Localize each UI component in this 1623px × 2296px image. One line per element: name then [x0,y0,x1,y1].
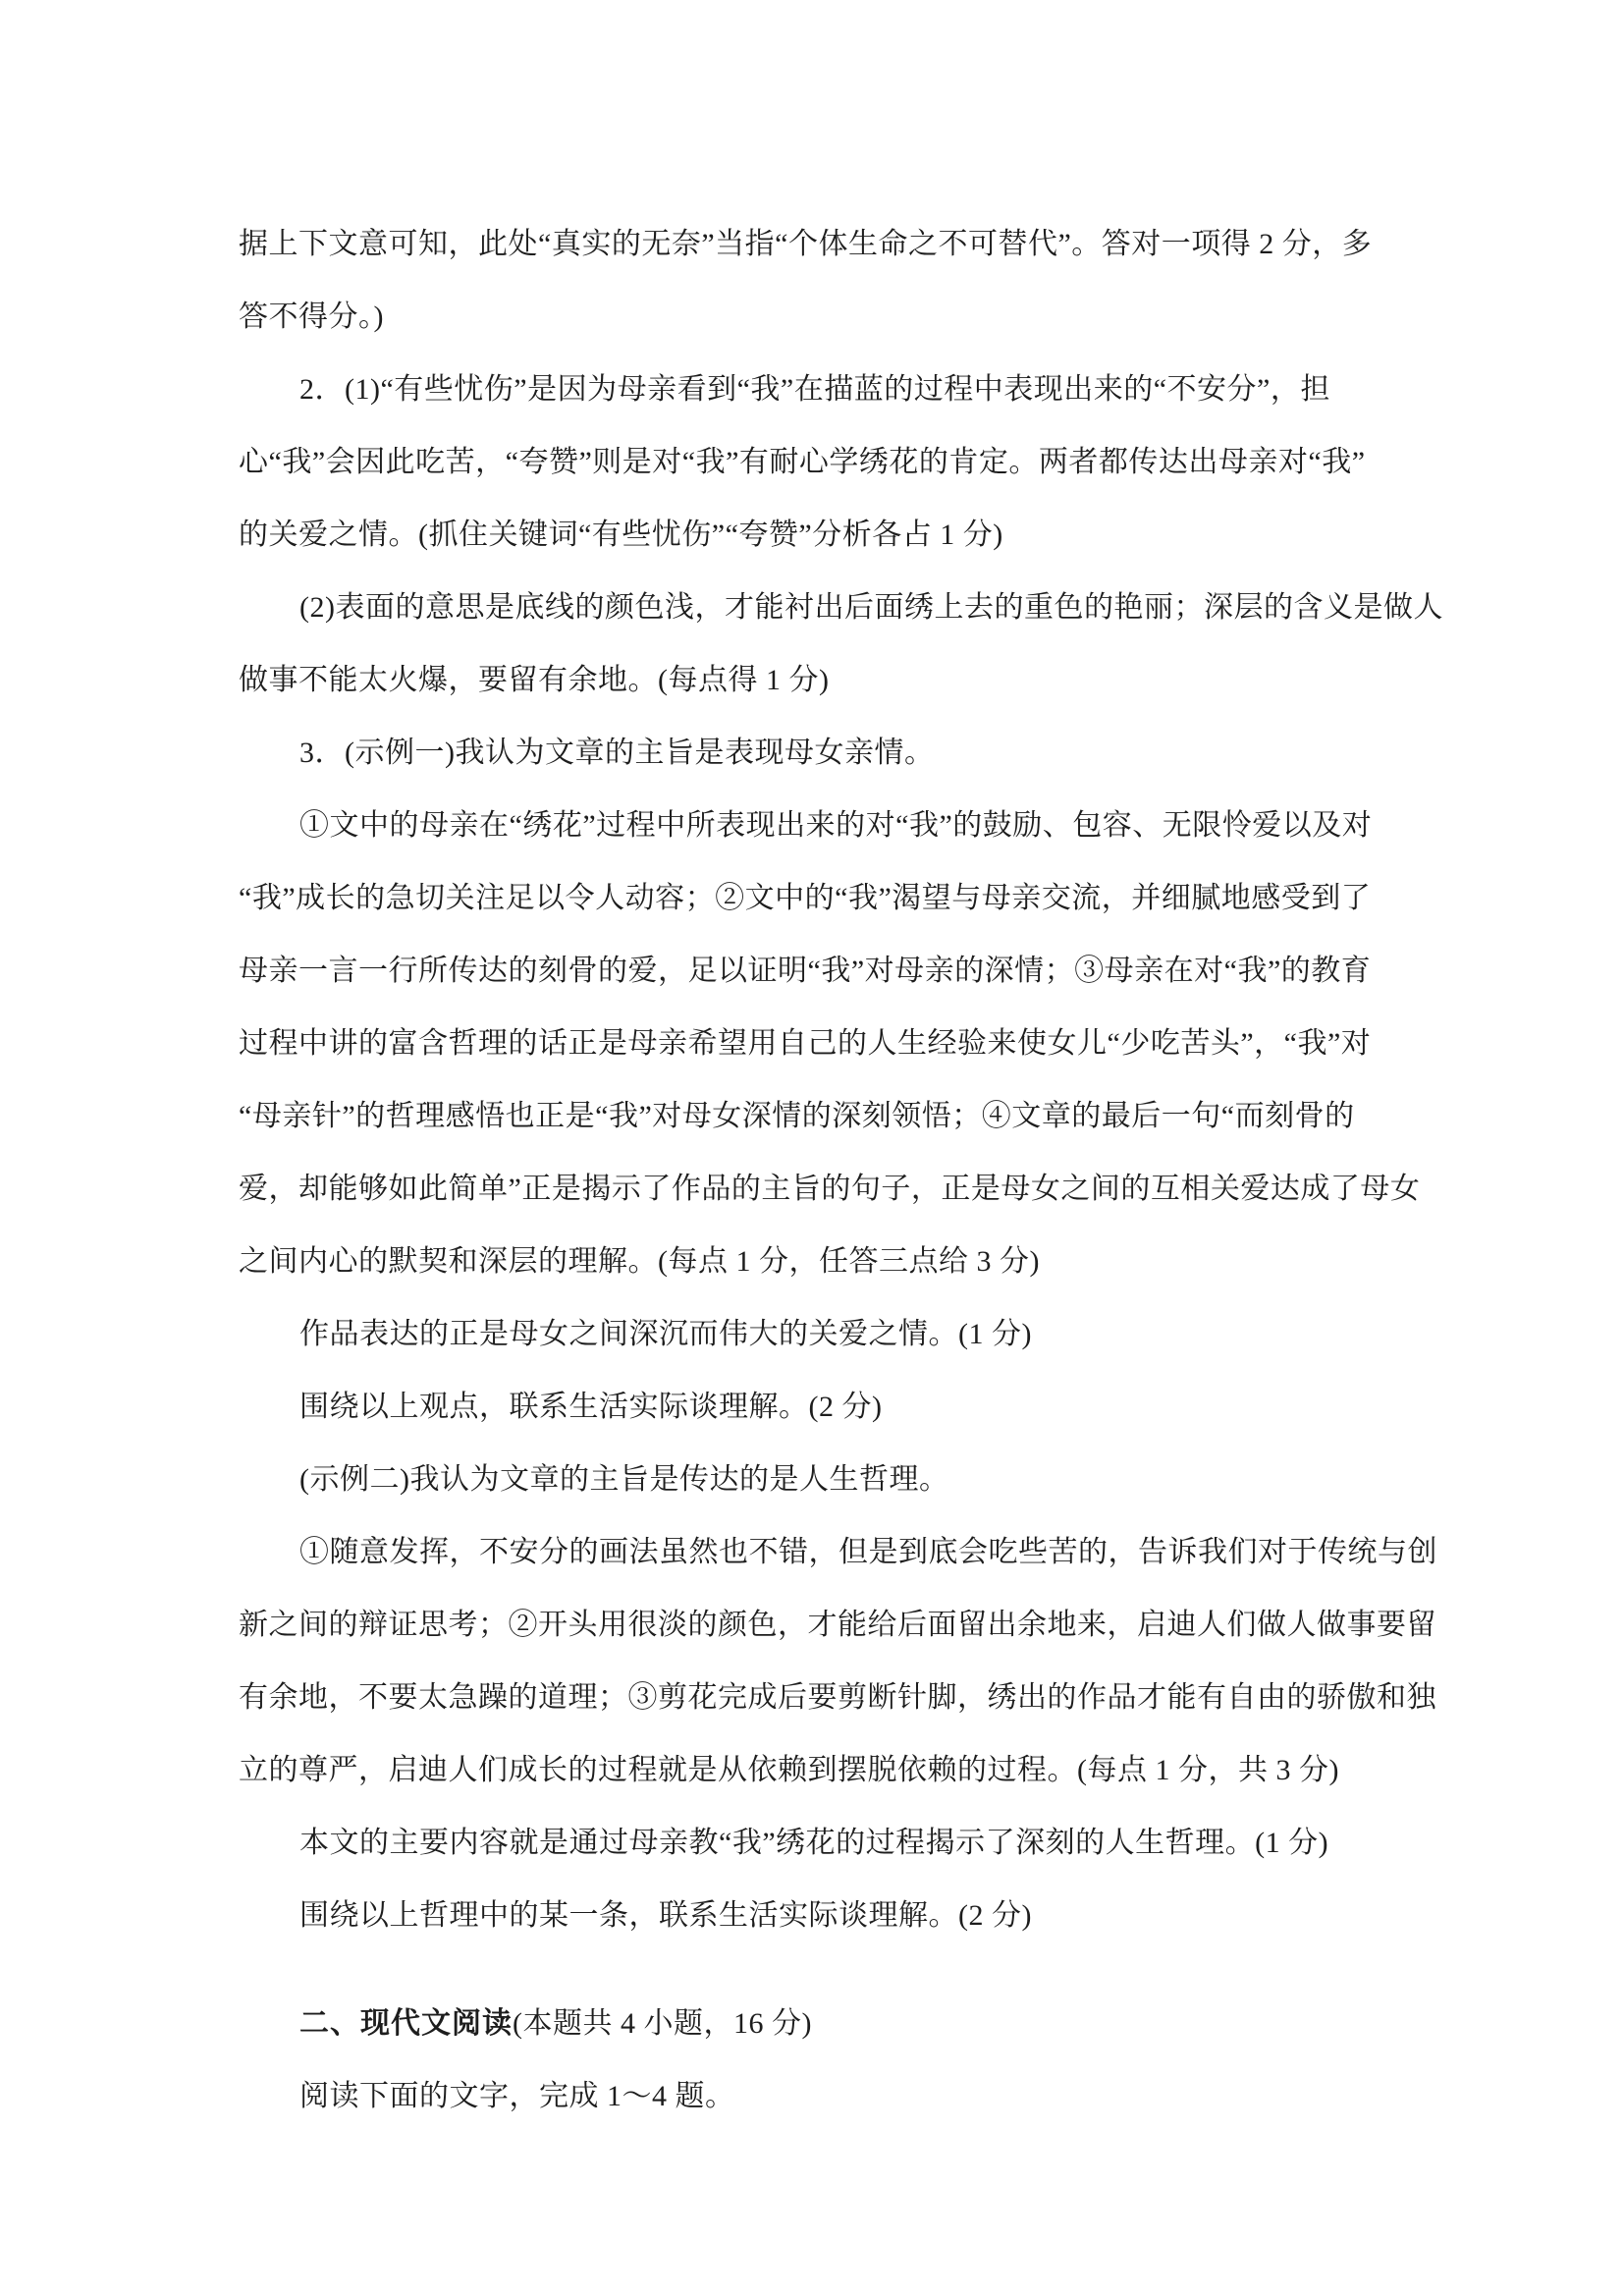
text-line: 本文的主要内容就是通过母亲教“我”绣花的过程揭示了深刻的人生哲理。(1 分) [299,1827,1329,1859]
reading-instruction: 阅读下面的文字，完成 1～4 题。 [299,2080,735,2112]
text-line: ①文中的母亲在“绣花”过程中所表现出来的对“我”的鼓励、包容、无限怜爱以及对 [299,809,1373,842]
text-line: ①随意发挥，不安分的画法虽然也不错，但是到底会吃些苦的，告诉我们对于传统与创 [299,1536,1437,1568]
text-line: 过程中讲的富含哲理的话正是母亲希望用自己的人生经验来使女儿“少吃苦头”，“我”对 [239,1027,1372,1060]
text-line: 做事不能太火爆，要留有余地。(每点得 1 分) [239,664,830,696]
text-line: 母亲一言一行所传达的刻骨的爱，足以证明“我”对母亲的深情；③母亲在对“我”的教育 [239,955,1372,987]
text-line: “我”成长的急切关注足以令人动容；②文中的“我”渴望与母亲交流，并细腻地感受到了 [239,882,1372,914]
text-line: 新之间的辩证思考；②开头用很淡的颜色，才能给后面留出余地来，启迪人们做人做事要留 [239,1609,1436,1641]
text-line: 答不得分。) [239,301,384,333]
text-line: 围绕以上观点，联系生活实际谈理解。(2 分) [299,1391,883,1423]
answer-2-2-start: (2)表面的意思是底线的颜色浅，才能衬出后面绣上去的重色的艳丽；深层的含义是做人 [299,591,1443,624]
section-heading-meta: (本题共 4 小题，16 分) [513,2007,812,2040]
text-line: 立的尊严，启迪人们成长的过程就是从依赖到摆脱依赖的过程。(每点 1 分，共 3 分) [239,1754,1339,1786]
text-line: 有余地，不要太急躁的道理；③剪花完成后要剪断针脚，绣出的作品才能有自由的骄傲和独 [239,1681,1436,1714]
answer-3-example1-start: 3．(示例一)我认为文章的主旨是表现母女亲情。 [299,737,935,769]
answer-2-1-start: 2．(1)“有些忧伤”是因为母亲看到“我”在描蓝的过程中表现出来的“不安分”，担 [299,373,1330,406]
page-text [239,208,1443,2133]
text-line: 围绕以上哲理中的某一条，联系生活实际谈理解。(2 分) [299,1899,1032,1932]
text-line: 的关爱之情。(抓住关键词“有些忧伤”“夸赞”分析各占 1 分) [239,519,1003,551]
section-heading-title: 二、现代文阅读 [299,2007,513,2040]
text-line: 据上下文意可知，此处“真实的无奈”当指“个体生命之不可替代”。答对一项得 2 分，多 [239,228,1373,260]
text-line: 作品表达的正是母女之间深沉而伟大的关爱之情。(1 分) [299,1318,1032,1350]
text-line: 心“我”会因此吃苦，“夸赞”则是对“我”有耐心学绣花的肯定。两者都传达出母亲对“我” [239,446,1366,478]
text-line: 爱，却能够如此简单”正是揭示了作品的主旨的句子，正是母女之间的互相关爱达成了母女 [239,1173,1421,1205]
answer-3-example2-start: (示例二)我认为文章的主旨是传达的是人生哲理。 [299,1463,949,1496]
text-line: 之间内心的默契和深层的理解。(每点 1 分，任答三点给 3 分) [239,1245,1040,1278]
section-heading-modern-text-reading [239,1988,1432,2060]
text-line: “母亲针”的哲理感悟也正是“我”对母女深情的深刻领悟；④文章的最后一句“而刻骨的 [239,1100,1355,1132]
